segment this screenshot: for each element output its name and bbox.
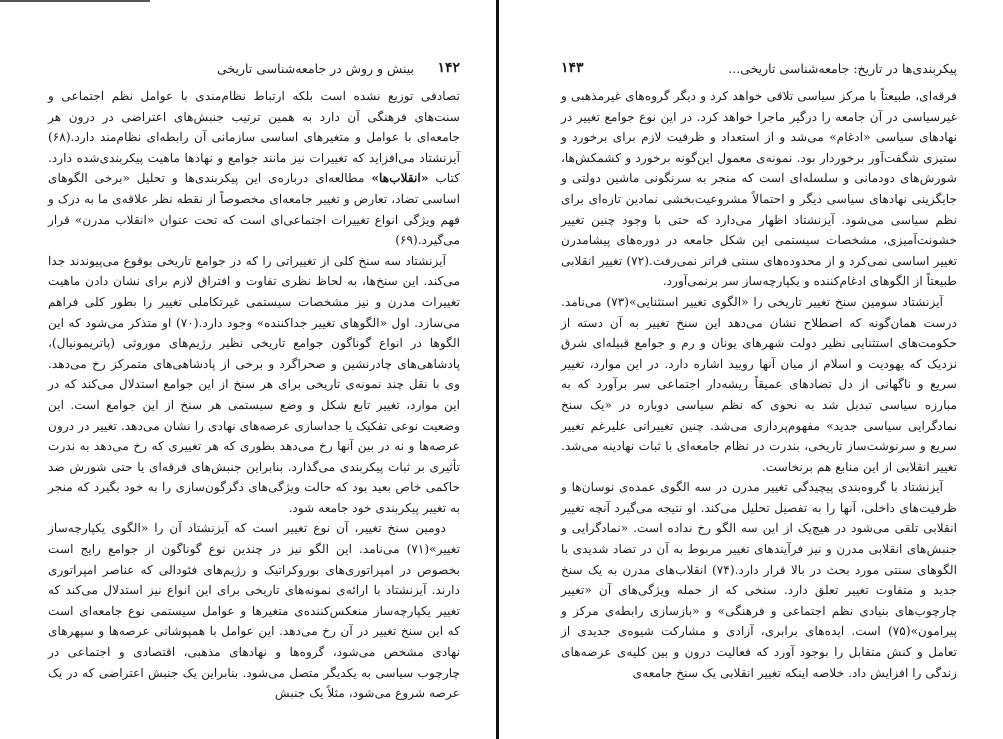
left-paragraph-2: آیزنشتاد سه سنخ کلی از تغییراتی را که در جوامع تاریخی بوقوع می‌پیوندند جدا می‌کند. این سنخ‌ها، به لحاظ نظری تفاوت و افتراق لازم برای نشان دادن ماهیت تغییرات مدرن و نیز مشخصات سیستمی غیرتکاملی تغییر را بطور کلی فراهم می‌سازد. اول «الگوهای تغییر جداکننده» وجود دارد.(۷۰) او متذکر می‌شود که این الگوها در انواع گوناگون جوامع تاریخی نظیر رژیم‌های موروثی (پاتریمونیال)، پادشاهی‌های چادرنشین و صحراگرد و برخی از پادشاهی‌های متمرکز رخ می‌دهد. وی با نقل چند نمونه‌ی تاریخی برای هر سنخ از این جوامع استدلال می‌کند که در این موارد، تغییر تابع شکل و وضع سیستمی هر سنخ از این جوامع است. این وضعیت نوعی تفکیک یا جداسازی عرصه‌های نهادی را نشان می‌دهد. تغییر در درون عرصه‌ها و نه در بین آنها رخ می‌دهد بطوری که هر تغییری که رخ می‌دهد به ندرت تأثیری بر ثبات پیکربندی می‌گذارد. بنابراین جنبش‌های فرقه‌ای یا حتی شورش ضد حاکمی خاص بعید بود که حالت ویژگی‌های دگرگون‌سازی را به خود بگیرد که منجر به تغییر پیکربندی خود جامعه شود. bbox=[48, 253, 460, 515]
left-paragraph-3: دومین سنخ تغییر، آن نوع تغییر است که آیزنشتاد آن را «الگوی یکپارچه‌ساز تغییر»(۷۱) می‌نامد. این الگو نیز در چندین نوع گوناگون از جوامع رایج است بخصوص در امپراتوری‌های بوروکراتیک و رژیم‌های فئودالی که عناصر امپراتوری دارند. آیزنشتاد با ارائه‌ی نمونه‌های تاریخی برای این انواع نیز استدلال می‌کند که تغییر یکپارچه‌ساز منعکس‌کننده‌ی متغیرها و عوامل سیستمی نوع جامعه‌ای است که این سنخ تغییر در آن رخ می‌دهد. این عوامل با همپوشانی عرصه‌ها و سپهرهای نهادی مشخص می‌شود، گروه‌ها و نهادهای مذهبی، اقتصادی و اجتماعی در چارچوب سیاسی به یکدیگر متصل می‌شود. بنابراین یک جنبش اعتراضی که در یک عرصه شروع می‌شود، مثلاً یک جنبش bbox=[48, 521, 460, 701]
right-paragraph-1: فرقه‌ای، طبیعتاً با مرکز سیاسی تلاقی خواهد کرد و دیگر گروه‌های غیرمذهبی و غیرسیاسی در آن جامعه را درگیر ماجرا خواهد کرد. در این نوع جوامع تغییر در نهادهای سیاسی «ادغام» می‌شد و از استعداد و ظرفیت لازم برای برخورد و ستیزی شگفت‌آور برخوردار بود. نمونه‌ی معمول این‌گونه برخورد و کشمکش‌ها، شورش‌های دودمانی و سلسله‌ای است که منجر به سرنگونی ماشین دولتی و جایگزینی نهادهای سیاسی دیگر و احتمالاً مشروعیت‌بخشی نمادین تازه‌ای برای نظم سیاسی می‌شود. آیزنشتاد اظهار می‌دارد که حتی با وجود چنین تغییر خشونت‌آمیزی، مشخصات سیستمی این شکل جامعه در دوره‌های پیشامدرن تغییر اساسی نمی‌کرد و از محدوده‌های سنتی فراتر نمی‌رفت.(۷۲) تغییر انقلابی طبیعتاً از الگوهای ادغام‌کننده و یکپارچه‌ساز سر برنمی‌آورد. bbox=[561, 89, 958, 289]
right-page-header bbox=[561, 60, 957, 84]
left-page bbox=[0, 0, 496, 739]
right-page bbox=[499, 0, 1003, 739]
left-page-number: ۱۴۲ bbox=[437, 60, 460, 76]
paragraph-text-continued: مطالعه‌ای درباره‌ی این پیکربندی‌ها و تحلیل «برخی الگوهای اساسی تضاد، تعارض و تغییر جامعه‌ای مخصوصاً از نقطه نظر علاقه‌ی ما به درک و فهم ویژگی انواع تغییرات اجتماعی‌ای است که تحت عنوان «انقلاب مدرن» قرار می‌گیرد.(۶۹) bbox=[48, 171, 460, 248]
left-body-text bbox=[48, 86, 460, 704]
left-page-header bbox=[48, 60, 460, 84]
top-edge-rule bbox=[0, 0, 150, 2]
left-running-title: بینش و روش در جامعه‌شناسی تاریخی bbox=[217, 61, 414, 76]
right-paragraph-3: آیزنشتاد با گروه‌بندی پیچیدگی تغییر مدرن در سه الگوی عمده‌ی نوسان‌ها و ظرفیت‌های داخلی، آنها را به تفصیل تحلیل می‌کند. او نتیجه می‌گیرد آنچه تغییر انقلابی تلقی می‌شود در هیچ‌یک از این سه الگو رخ نداده است. «نمادگرایی و جنبش‌های انقلابی مدرن و نیز فرآیندهای تغییر مربوط به آن در تضاد شدیدی با الگوهای سنتی مورد بحث در بالا قرار دارد.(۷۴) انقلاب‌های مدرن به یک سنخ جدید و متفاوت تغییر تعلق دارد. سنخی که از جمله ویژگی‌های آن «تغییر چارچوب‌های بنیادی نظم اجتماعی و فرهنگی» و «بازسازی رابطه‌ی مرکز و پیرامون»(۷۵) است. ایده‌های برابری، آزادی و مشارکت شیوه‌ی جدیدی از تعامل و کنش متقابل را بوجود آورد که فعالیت درون و بین کلیه‌ی عرصه‌های زندگی را افزایش داد. خلاصه اینکه تغییر انقلابی یک سنخ جامعه‌ی bbox=[561, 480, 957, 680]
right-running-title: پیکربندی‌ها در تاریخ: جامعه‌شناسی تاریخی... bbox=[728, 61, 957, 76]
right-body-text bbox=[561, 86, 957, 683]
right-paragraph-2: آیزنشتاد سومین سنخ تغییر تاریخی را «الگوی تغییر استثنایی»(۷۳) می‌نامد. درست همان‌گونه که اصطلاح نشان می‌دهد این سنخ تغییر به آن دسته از حکومت‌های استثنایی نظیر دولت شهرهای یونان و رم و جوامع قبیله‌ای شرق نزدیک که یهودیت و اسلام از میان آنها رویید اشاره دارد. در این موارد، تغییر سریع و ناگهانی از دل تضادهای عمیقاً ریشه‌دار اجتماعی سر برآورد که به مبارزه سیاسی تبدیل شد به نحوی که نظم سیاسی دوباره در «یک سنخ نمادگرایی سیاسی جدید» مفهوم‌پردازی می‌شد. چنین تغییراتی علیرغم تغییر سریع و سرنوشت‌ساز تاریخی، بندرت در نظام جامعه‌ای با ثبات نهادینه می‌شد. تغییر انقلابی از این منابع هم برنخاست. bbox=[561, 294, 957, 474]
right-page-number: ۱۴۳ bbox=[561, 60, 584, 76]
book-title-emphasis: «انقلاب‌ها» bbox=[371, 171, 429, 186]
paragraph-text: تصادفی توزیع نشده است بلکه ارتباط نظام‌مندی با عوامل نظم اجتماعی و سنت‌های فرهنگی آن دارد به همین ترتیب جنبش‌های اعتراضی در درون هر جامعه‌ای با عوامل و متغیرهای اساسی سازمانی آن رابطه‌ای نظام‌مند دارد.(۶۸) آیزنشتاد می‌افزاید که تغییرات نیز مانند جوامع و نهادها ماهیت پیکربندی‌شده دارد. کتاب bbox=[48, 89, 460, 186]
left-paragraph-1 bbox=[48, 86, 460, 251]
